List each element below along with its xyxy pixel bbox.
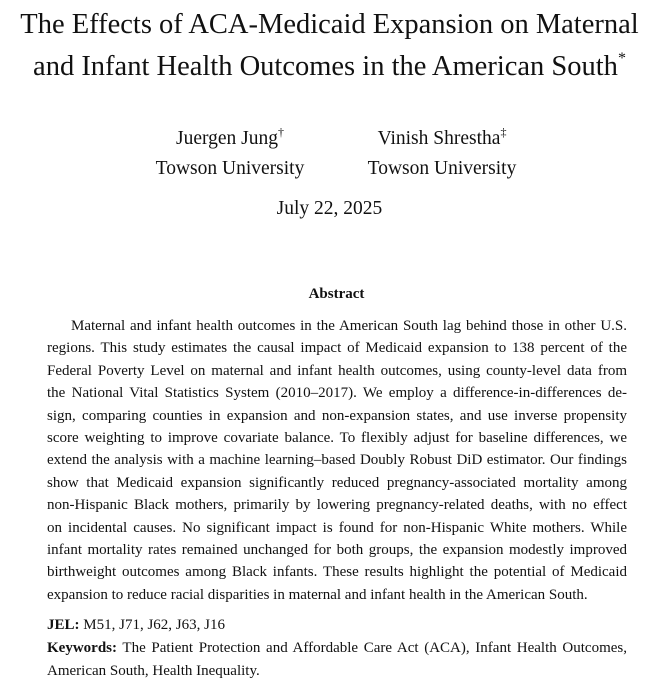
abstract-line: Maternal and infant health outcomes in the American South lag behind those in other U.S. <box>71 318 627 334</box>
author-affiliation: Towson University <box>155 158 305 179</box>
jel-codes <box>47 614 627 636</box>
keywords-line <box>47 637 627 660</box>
abstract-line: expansion to reduce racial disparities in maternal and infant health in the American South. <box>47 586 588 603</box>
abstract-line: show that Medicaid expansion significantly reduced pregnancy-associated mortality among <box>47 474 627 491</box>
keywords <box>47 637 627 682</box>
abstract-line: score weighting to improve covariate balance. To flexibly adjust for baseline differences, we <box>47 430 627 447</box>
abstract-heading: Abstract <box>308 286 365 302</box>
title-line-1: The Effects of ACA-Medicaid Expansion on Maternal <box>20 9 639 40</box>
abstract-line: birthweight outcomes among Black infants. These results highlight the potential of Medicaid <box>47 564 627 581</box>
author-block <box>347 124 537 184</box>
abstract-line: sign, comparing counties in expansion and non-expansion states, and use inverse propensity <box>47 407 627 424</box>
publication-date: July 22, 2025 <box>276 198 383 219</box>
abstract-line: Federal Poverty Level on maternal and infant health outcomes, using county-level data from <box>47 362 627 379</box>
author-footnote-mark: ‡ <box>500 125 507 139</box>
author-block <box>130 124 330 184</box>
author-name: Vinish Shrestha‡ <box>377 125 507 149</box>
abstract-line: regions. This study estimates the causal impact of Medicaid expansion to 138 percent of the <box>47 340 627 357</box>
jel-label: JEL: <box>47 617 80 633</box>
abstract-body <box>47 315 627 606</box>
title-line-2: and Infant Health Outcomes in the American South <box>33 51 618 82</box>
abstract-line: extend the analysis with a machine learning–based Doubly Robust DiD estimator. Our findings <box>47 452 627 469</box>
abstract-line: on incidental causes. No significant impact is found for non-Hispanic White mothers. While <box>47 519 627 536</box>
keywords-line: American South, Health Inequality. <box>47 662 260 679</box>
paper-title <box>0 4 659 88</box>
title-footnote-mark: * <box>617 50 626 67</box>
abstract-line: infant mortality rates remained unchanged for both groups, the expansion modestly improved <box>47 542 627 559</box>
author-footnote-mark: † <box>278 125 284 139</box>
author-name: Juergen Jung† <box>175 125 284 149</box>
keywords-values: The Patient Protection and Affordable Care Act (ACA), Infant Health Outcomes, <box>122 640 628 656</box>
abstract-line: the National Vital Statistics System (2010–2017). We employ a difference-in-differences de- <box>47 385 627 402</box>
jel-values: M51, J71, J62, J63, J16 <box>83 617 225 633</box>
author-affiliation: Towson University <box>367 158 517 179</box>
keywords-label: Keywords: <box>47 640 117 656</box>
abstract-line: non-Hispanic Black mothers, primarily by lowering pregnancy-related deaths, with no effect <box>47 497 627 514</box>
